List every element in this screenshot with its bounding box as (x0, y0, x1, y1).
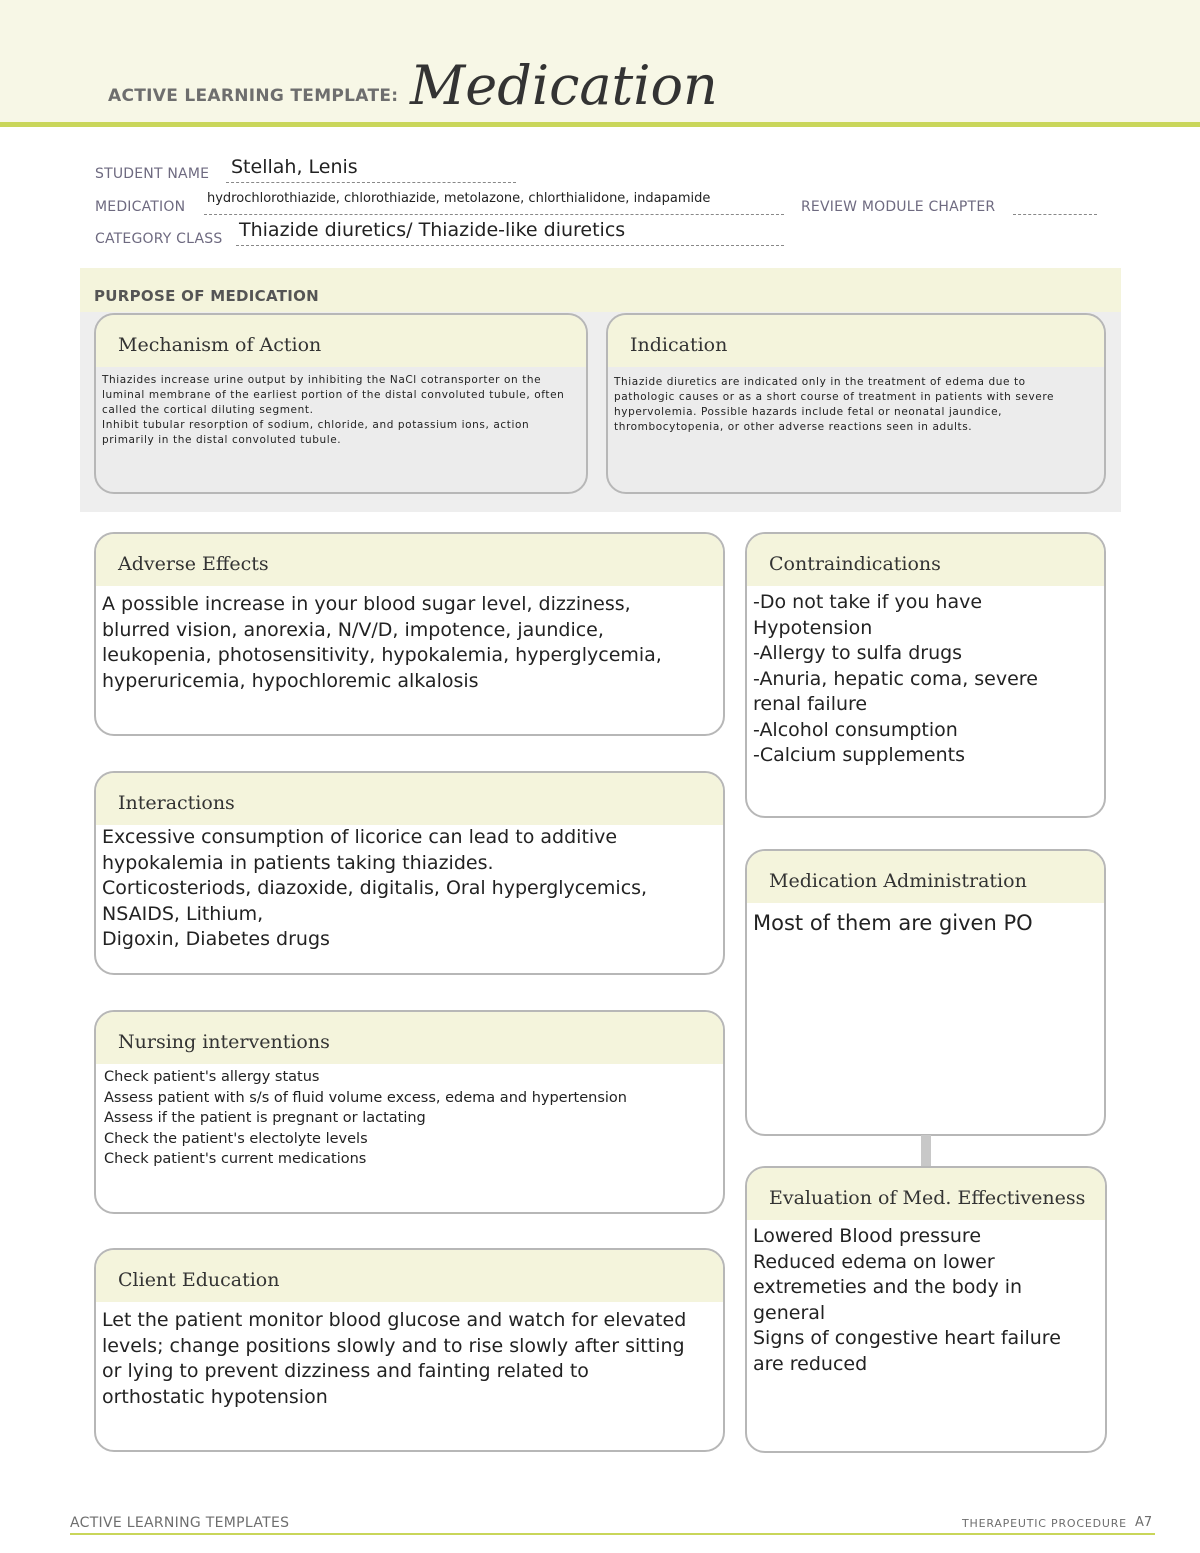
text-line: renal failure (753, 693, 868, 715)
nursing-interventions-box (94, 1010, 725, 1214)
text-line: Reduced edema on lower (753, 1250, 995, 1273)
student-name-line (226, 182, 516, 183)
text-line: extremeties and the body in (753, 1276, 1023, 1298)
purpose-label: PURPOSE OF MEDICATION (94, 287, 320, 305)
client-education-title: Client Education (96, 1250, 723, 1302)
text-line: Assess if the patient is pregnant or lactating (104, 1110, 426, 1126)
page-number: A7 (1135, 1515, 1153, 1530)
category-class-label: CATEGORY CLASS (95, 231, 223, 247)
text-line: Assess patient with s/s of fluid volume excess, edema and hypertension (104, 1089, 627, 1106)
adverse-effects-title: Adverse Effects (96, 534, 723, 586)
indication-box (606, 313, 1106, 494)
review-module-line (1013, 214, 1097, 215)
text-line: called the cortical diluting segment. (102, 404, 314, 416)
client-education-text[interactable] (96, 1302, 723, 1410)
medication-administration-box (745, 849, 1106, 1136)
box-connector (921, 1135, 931, 1167)
text-line: thrombocytopenia, or other adverse reactions seen in adults. (614, 421, 973, 433)
text-line: Lowered Blood pressure (753, 1225, 982, 1247)
adverse-effects-box (94, 532, 725, 736)
evaluation-title: Evaluation of Med. Effectiveness (747, 1168, 1105, 1220)
text-line: Corticosteriods, diazoxide, digitalis, Oral hyperglycemics, (102, 877, 648, 899)
text-line: general (753, 1301, 826, 1324)
text-line: Excessive consumption of licorice can lead to additive (102, 826, 618, 848)
text-line: orthostatic hypotension (102, 1385, 328, 1408)
header-rule (0, 122, 1200, 127)
evaluation-text[interactable] (747, 1220, 1105, 1377)
text-line: or lying to prevent dizziness and fainting related to (102, 1360, 589, 1382)
text-line: Check patient's current medications (104, 1151, 367, 1167)
nursing-interventions-title: Nursing interventions (96, 1012, 723, 1064)
text-line: are reduced (753, 1352, 868, 1375)
medication-value[interactable]: hydrochlorothiazide, chlorothiazide, metolazone, chlorthialidone, indapamide (207, 191, 711, 206)
contraindications-box (745, 532, 1106, 818)
category-class-line (236, 245, 784, 246)
text-line: Thiazides increase urine output by inhibiting the NaCl cotransporter on the (102, 374, 542, 386)
contraindications-text[interactable] (747, 586, 1104, 769)
mechanism-of-action-title: Mechanism of Action (96, 315, 586, 367)
text-line: -Calcium supplements (753, 744, 965, 766)
footer-right-label: THERAPEUTIC PROCEDURE (962, 1517, 1127, 1530)
text-line: hyperuricemia, hypochloremic alkalosis (102, 669, 479, 692)
text-line: hypervolemia. Possible hazards include fetal or neonatal jaundice, (614, 406, 1003, 418)
text-line: Check the patient's electolyte levels (104, 1130, 368, 1147)
text-line: Digoxin, Diabetes drugs (102, 928, 330, 950)
text-line: Thiazide diuretics are indicated only in the treatment of edema due to (614, 376, 1026, 388)
evaluation-box (745, 1166, 1107, 1453)
text-line: hypokalemia in patients taking thiazides. (102, 851, 494, 874)
text-line: -Anuria, hepatic coma, severe (753, 667, 1038, 690)
interactions-box (94, 771, 725, 975)
medication-line (204, 214, 784, 215)
nursing-interventions-text[interactable] (96, 1064, 723, 1170)
text-line: blurred vision, anorexia, N/V/D, impotence, jaundice, (102, 618, 604, 641)
indication-title: Indication (608, 315, 1104, 367)
student-name-label: STUDENT NAME (95, 166, 210, 182)
text-line: Inhibit tubular resorption of sodium, chloride, and potassium ions, action (102, 419, 530, 431)
text-line: Check patient's allergy status (104, 1069, 320, 1085)
text-line: Hypotension (753, 616, 873, 639)
mechanism-of-action-text[interactable] (96, 367, 586, 448)
template-label: ACTIVE LEARNING TEMPLATE: (108, 86, 399, 106)
text-line: leukopenia, photosensitivity, hypokalemia, hyperglycemia, (102, 644, 662, 666)
footer-rule (70, 1533, 1155, 1535)
text-line: Let the patient monitor blood glucose and watch for elevated (102, 1309, 687, 1331)
review-module-label: REVIEW MODULE CHAPTER (801, 199, 996, 215)
text-line: -Do not take if you have (753, 591, 983, 613)
contraindications-title: Contraindications (747, 534, 1104, 586)
text-line: luminal membrane of the earliest portion of the distal convoluted tubule, often (102, 389, 565, 401)
indication-text[interactable] (608, 367, 1104, 435)
text-line: levels; change positions slowly and to rise slowly after sitting (102, 1334, 685, 1357)
medication-label: MEDICATION (95, 199, 186, 215)
adverse-effects-text[interactable] (96, 586, 723, 694)
category-class-value[interactable]: Thiazide diuretics/ Thiazide-like diuretics (239, 219, 626, 241)
mechanism-of-action-box (94, 313, 588, 494)
interactions-title: Interactions (96, 773, 723, 825)
text-line: pathologic causes or as a short course of treatment in patients with severe (614, 391, 1055, 403)
text-line: Most of them are given PO (753, 911, 1033, 935)
text-line: -Allergy to sulfa drugs (753, 642, 963, 664)
medication-administration-title: Medication Administration (747, 851, 1104, 903)
interactions-text[interactable] (96, 825, 723, 953)
page-title: Medication (410, 54, 718, 117)
text-line: A possible increase in your blood sugar level, dizziness, (102, 593, 631, 615)
text-line: NSAIDS, Lithium, (102, 902, 264, 925)
footer-left-label: ACTIVE LEARNING TEMPLATES (70, 1515, 290, 1531)
student-name-value[interactable]: Stellah, Lenis (231, 156, 358, 178)
text-line: Signs of congestive heart failure (753, 1327, 1061, 1349)
medication-administration-text[interactable] (747, 903, 1104, 937)
client-education-box (94, 1248, 725, 1452)
text-line: primarily in the distal convoluted tubule. (102, 434, 342, 446)
text-line: -Alcohol consumption (753, 718, 958, 741)
